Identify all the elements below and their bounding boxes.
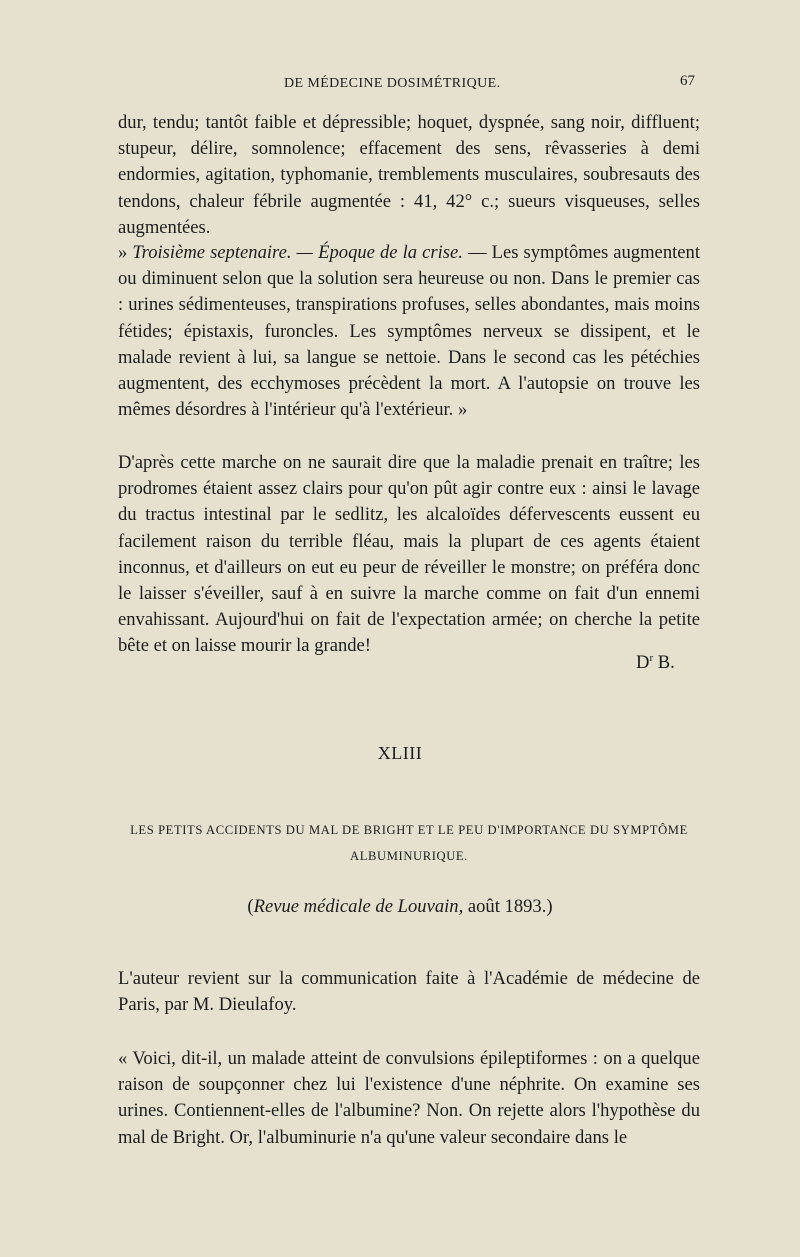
running-header: DE MÉDECINE DOSIMÉTRIQUE. [284,76,501,91]
page-number: 67 [680,73,695,89]
author-signature: $D^r$ B. [636,652,675,674]
paragraph-symptoms-continued: dur, tendu; tantôt faible et dépressible; hoquet, dyspnée, sang noir, diffluent; stupeur, délire, somnolence; effacement des sens, rêvasseries à demi endormies, agitation, typhomanie, tremblements musculaires, soubresauts des tendons, chaleur fébrile augmentée : 41, 42° c.; sueurs visqueuses, selles augmentées. [118,112,700,238]
chapter-title: LES PETITS ACCIDENTS DU MAL DE BRIGHT ET LE PEU D'IMPORTANCE DU SYMPTÔME ALBUMINURIQUE. [130,823,688,863]
source-citation: (Revue médicale de Louvain, août 1893.) [247,896,553,917]
paragraph-third-septenary [118,240,700,423]
paragraph-commentary: D'après cette marche on ne saurait dire que la maladie prenait en traître; les prodromes étaient assez clairs pour qu'on pût agir contre eux : ainsi le lavage du tractus intestinal par le sedlitz, les alcaloïdes défervescents eussent eu facilement raison du terrible fléau, mais la plupart de ces agents étaient inconnus, et d'ailleurs on eut eu peur de réveiller le monstre; on préféra donc le laisser s'éveiller, sauf à en suivre la marche comme on fait d'un ennemi envahissant. Aujourd'hui on fait de l'expectation armée; on cherche la petite bête et on laisse mourir la grande! [118,452,700,657]
paragraph-quotation: « Voici, dit-il, un malade atteint de convulsions épileptiformes : on a quelque raison de soupçonner chez lui l'existence d'une néphrite. On examine ses urines. Contiennent-elles de l'albumine? Non. On rejette alors l'hypothèse du mal de Bright. Or, l'albuminurie n'a qu'une valeur secondaire dans le [118,1048,700,1148]
paragraph-author-intro: L'auteur revient sur la communication faite à l'Académie de médecine de Paris, par M. Dieulafoy. [118,968,700,1016]
chapter-number: XLIII [377,743,423,763]
quote-mark: » [118,242,133,263]
journal-name: Revue médicale de Louvain, [253,896,464,917]
section-subheading: Troisième septenaire. — Époque de la crise. [132,242,463,263]
paragraph-third-septenary-text: — Les symptômes augmentent ou diminuent selon que la solution sera heureuse ou non. Dans le premier cas : urines sédimenteuses, transpirations profuses, selles abondantes, mais moins fétides; épistaxis, furoncles. Les symptômes nerveux se dissipent, et le malade revient à lui, sa langue se nettoie. Dans le second cas les pétéchies augmentent, des ecchymoses précèdent la mort. A l'autopsie on trouve les mêmes désordres à l'intérieur qu'à l'extérieur. » [118,242,700,421]
